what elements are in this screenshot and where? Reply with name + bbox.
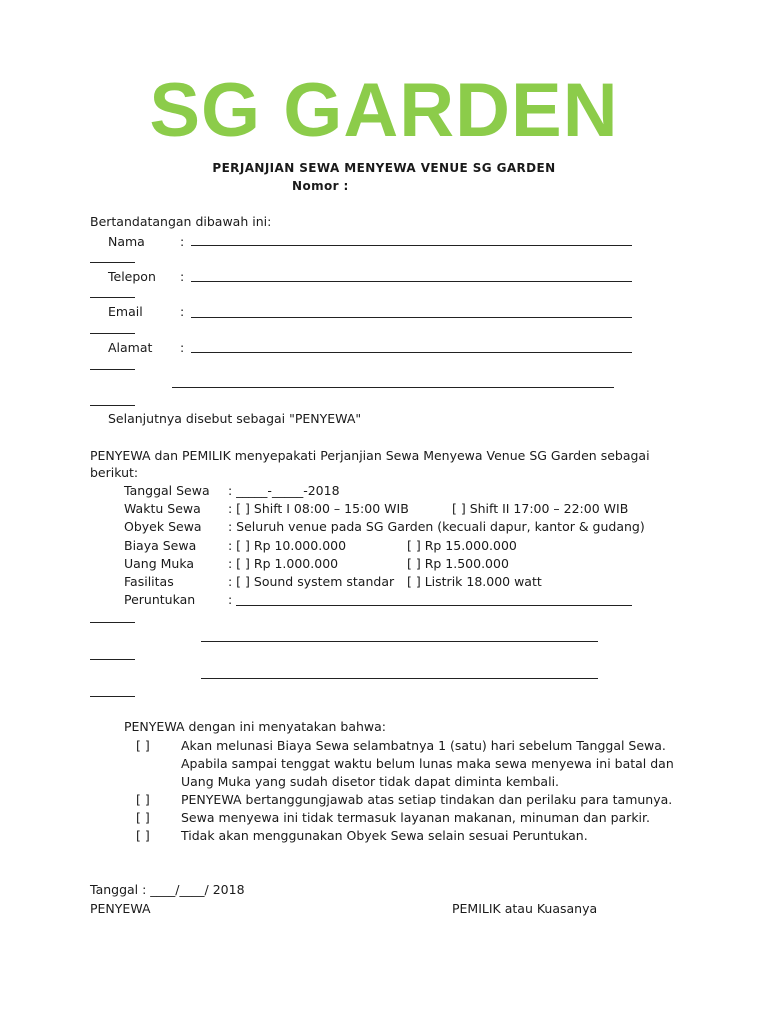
rental-time-label: Waktu Sewa (124, 501, 201, 516)
down-payment-label: Uang Muka (124, 556, 195, 571)
document-number-label: Nomor : (292, 179, 349, 193)
purpose-label: Peruntukan (124, 592, 196, 607)
statement-item-1: Akan melunasi Biaya Sewa selambatnya 1 (satu) hari sebelum Tanggal Sewa. (181, 738, 666, 753)
agreement-intro-line1: PENYEWA dan PEMILIK menyepakati Perjanjian Sewa Menyewa Venue SG Garden sebagai (90, 448, 650, 463)
shift-2-option[interactable]: [ ] Shift II 17:00 – 22:00 WIB (452, 501, 629, 516)
rental-fee-option-1[interactable]: : [ ] Rp 10.000.000 (228, 538, 347, 553)
purpose-field-line-2-cont (90, 659, 135, 660)
statement-checkbox-4[interactable]: [ ] (136, 828, 150, 843)
facility-power-option[interactable]: [ ] Listrik 18.000 watt (407, 574, 542, 589)
party-intro: Bertandatangan dibawah ini: (90, 214, 272, 229)
address-field-line-2[interactable] (172, 387, 614, 388)
email-field-line[interactable] (191, 317, 632, 318)
owner-signature-label: PEMILIK atau Kuasanya (452, 901, 598, 916)
statement-intro: PENYEWA dengan ini menyatakan bahwa: (124, 719, 386, 734)
name-label: Nama (108, 234, 145, 249)
shift-1-option[interactable]: : [ ] Shift I 08:00 – 15:00 WIB (228, 501, 409, 516)
name-field-line[interactable] (191, 245, 632, 246)
phone-field-line[interactable] (191, 281, 632, 282)
rental-fee-label: Biaya Sewa (124, 538, 197, 553)
statement-checkbox-2[interactable]: [ ] (136, 792, 150, 807)
rental-fee-option-2[interactable]: [ ] Rp 15.000.000 (407, 538, 517, 553)
statement-checkbox-3[interactable]: [ ] (136, 810, 150, 825)
logo: SG GARDEN (149, 68, 619, 153)
name-field-line-cont (90, 262, 135, 263)
rental-date-label: Tanggal Sewa (124, 483, 210, 498)
phone-field-line-cont (90, 297, 135, 298)
address-field-line[interactable] (191, 352, 632, 353)
statement-checkbox-1[interactable]: [ ] (136, 738, 150, 753)
rental-object-value: : Seluruh venue pada SG Garden (kecuali dapur, kantor & gudang) (228, 519, 645, 534)
purpose-field-line-cont (90, 622, 135, 623)
purpose-field-line-2[interactable] (201, 641, 598, 642)
address-label: Alamat (108, 340, 153, 355)
phone-label: Telepon (108, 269, 156, 284)
phone-colon: : (180, 269, 185, 284)
address-field-line-2-cont (90, 405, 135, 406)
purpose-field-line-3-cont (90, 696, 135, 697)
email-field-line-cont (90, 333, 135, 334)
address-field-line-cont (90, 369, 135, 370)
rental-date-value[interactable]: : _____-_____-2018 (228, 483, 340, 498)
statement-item-2: PENYEWA bertanggungjawab atas setiap tindakan dan perilaku para tamunya. (181, 792, 673, 807)
down-payment-option-2[interactable]: [ ] Rp 1.500.000 (407, 556, 509, 571)
statement-item-4: Tidak akan menggunakan Obyek Sewa selain sesuai Peruntukan. (181, 828, 588, 843)
name-colon: : (180, 234, 185, 249)
rental-object-label: Obyek Sewa (124, 519, 202, 534)
document-title: PERJANJIAN SEWA MENYEWA VENUE SG GARDEN (212, 161, 556, 175)
facility-sound-option[interactable]: : [ ] Sound system standar (228, 574, 395, 589)
tenant-signature-label: PENYEWA (90, 901, 151, 916)
purpose-field-line-3[interactable] (201, 678, 598, 679)
purpose-colon: : (228, 592, 233, 607)
down-payment-option-1[interactable]: : [ ] Rp 1.000.000 (228, 556, 339, 571)
purpose-field-line[interactable] (236, 605, 632, 606)
email-label: Email (108, 304, 143, 319)
statement-item-1-cont: Apabila sampai tenggat waktu belum lunas maka sewa menyewa ini batal dan (181, 756, 674, 771)
agreement-intro-line2: berikut: (90, 465, 139, 480)
email-colon: : (180, 304, 185, 319)
statement-item-1-cont-2: Uang Muka yang sudah disetor tidak dapat diminta kembali. (181, 774, 560, 789)
facilities-label: Fasilitas (124, 574, 174, 589)
address-colon: : (180, 340, 185, 355)
statement-item-3: Sewa menyewa ini tidak termasuk layanan makanan, minuman dan parkir. (181, 810, 650, 825)
tenant-alias-text: Selanjutnya disebut sebagai "PENYEWA" (108, 411, 362, 426)
signing-date[interactable]: Tanggal : ____/____/ 2018 (90, 882, 245, 897)
